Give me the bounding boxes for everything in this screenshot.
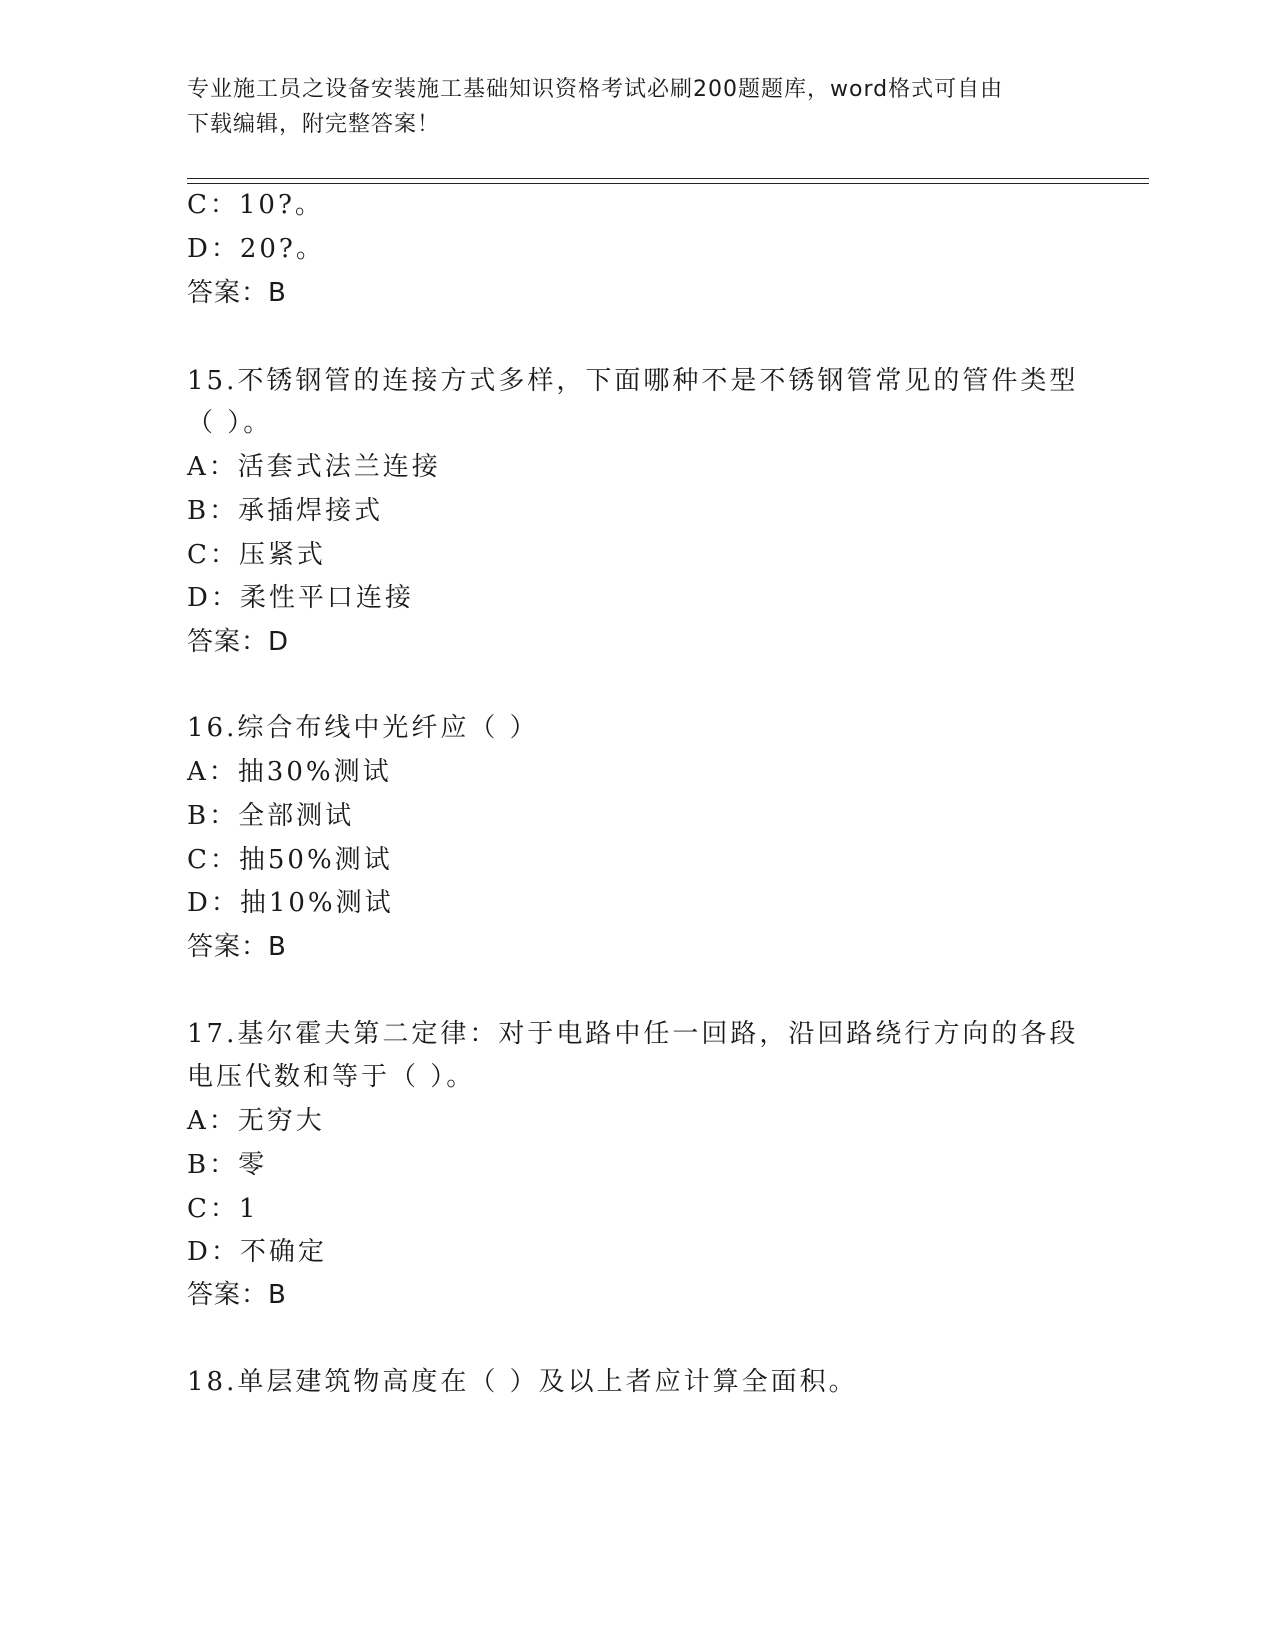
q16-answer: 答案：B bbox=[187, 932, 287, 962]
q17-option-b: B：零 bbox=[187, 1150, 268, 1180]
q17-stem-line-1: 17.基尔霍夫第二定律：对于电路中任一回路，沿回路绕行方向的各段 bbox=[187, 1019, 1079, 1049]
q14-answer: 答案：B bbox=[187, 278, 287, 308]
q17-option-c: C：1 bbox=[187, 1194, 259, 1224]
header-line-2: 下载编辑，附完整答案！ bbox=[187, 112, 441, 137]
q17-answer: 答案：B bbox=[187, 1280, 287, 1310]
q15-option-d: D：柔性平口连接 bbox=[187, 583, 414, 613]
q16-option-d: D：抽10%测试 bbox=[187, 888, 394, 918]
q16-stem-line-1: 16.综合布线中光纤应（ ） bbox=[187, 713, 539, 743]
q17-option-a: A：无穷大 bbox=[187, 1106, 325, 1136]
q15-answer: 答案：D bbox=[187, 627, 290, 657]
header-divider-top bbox=[187, 178, 1149, 179]
document-header bbox=[187, 72, 1087, 142]
q14-option-c: C：10?。 bbox=[187, 190, 324, 220]
q15-option-b: B：承插焊接式 bbox=[187, 496, 384, 526]
q14-option-d: D：20?。 bbox=[187, 234, 325, 264]
q15-option-a: A：活套式法兰连接 bbox=[187, 452, 441, 482]
q18-stem-line-1: 18.单层建筑物高度在（ ）及以上者应计算全面积。 bbox=[187, 1367, 858, 1397]
header-divider-bottom bbox=[187, 183, 1149, 184]
q17-stem-line-2: 电压代数和等于（ ）。 bbox=[187, 1062, 476, 1092]
q16-option-a: A：抽30%测试 bbox=[187, 757, 392, 787]
q16-option-c: C：抽50%测试 bbox=[187, 845, 393, 875]
q17-option-d: D：不确定 bbox=[187, 1237, 327, 1267]
q16-option-b: B：全部测试 bbox=[187, 801, 355, 831]
q15-stem-line-2: （ ）。 bbox=[187, 408, 273, 438]
header-line-1: 专业施工员之设备安装施工基础知识资格考试必刷200题题库，word格式可自由 bbox=[187, 77, 1004, 102]
q15-option-c: C：压紧式 bbox=[187, 540, 326, 570]
q15-stem-line-1: 15.不锈钢管的连接方式多样，下面哪种不是不锈钢管常见的管件类型 bbox=[187, 366, 1079, 396]
